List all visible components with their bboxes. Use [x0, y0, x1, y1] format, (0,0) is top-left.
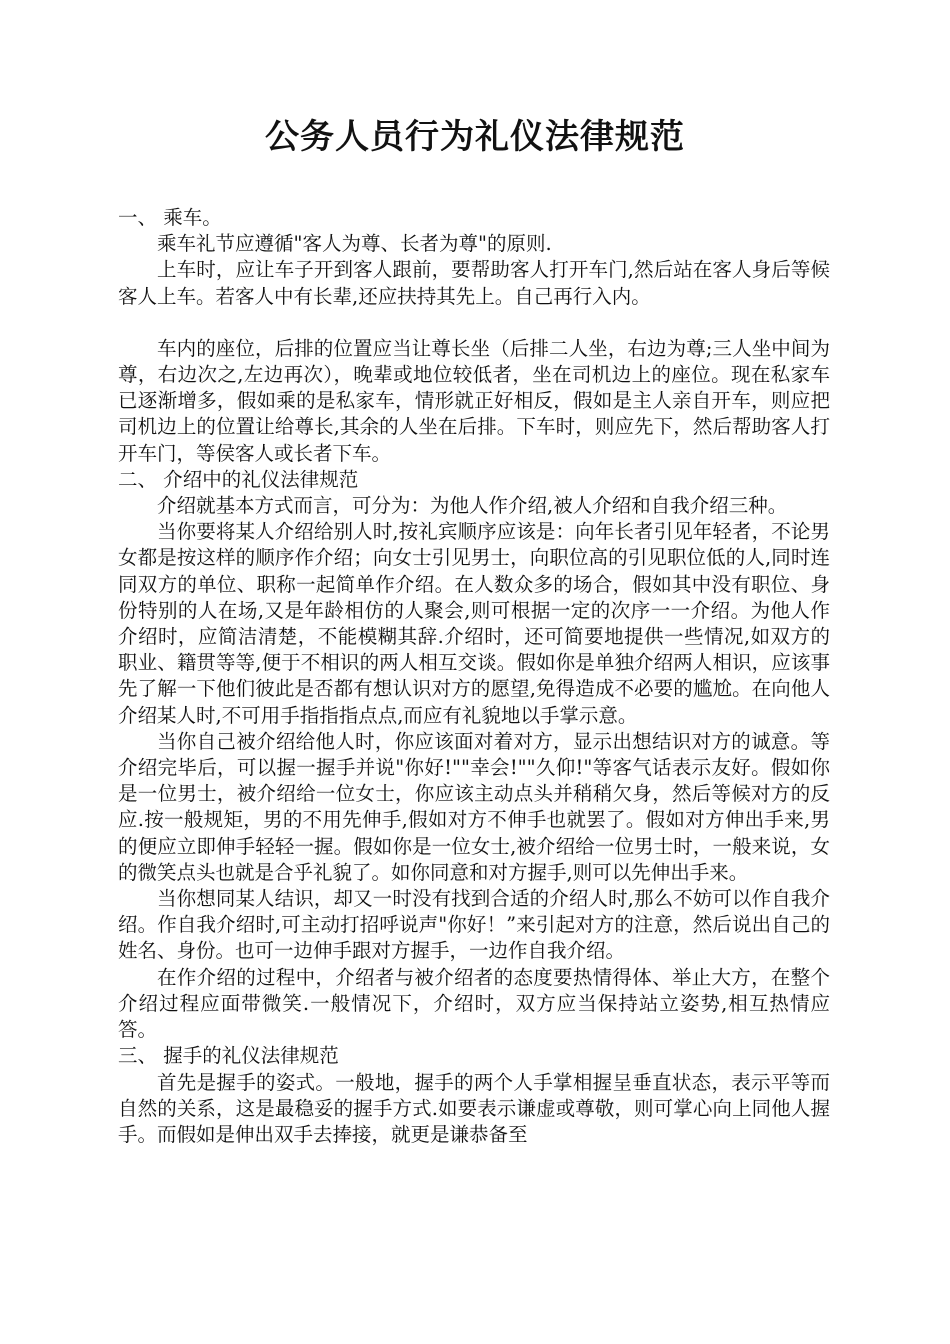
paragraph: 介绍就基本方式而言，可分为：为他人作介绍,被人介绍和自我介绍三种。 [157, 494, 788, 518]
paragraph-gap [118, 310, 830, 336]
paragraph: 在作介绍的过程中，介绍者与被介绍者的态度要热情得体、举止大方，在整个介绍过程应面带微笑.一般情况下，介绍时，双方应当保持站立姿势,相互热情应答。 [118, 965, 830, 1042]
paragraph: 上车时，应让车子开到客人跟前，要帮助客人打开车门,然后站在客人身后等候客人上车。若客人中有长辈,还应扶持其先上。自己再行入内。 [118, 258, 830, 308]
paragraph: 车内的座位，后排的位置应当让尊长坐（后排二人坐，右边为尊;三人坐中间为尊，右边次之,左边再次），晚辈或地位较低者，坐在司机边上的座位。现在私家车已逐渐增多，假如乘的是私家车，情形就正好相反，假如是主人亲自开车，则应把司机边上的位置让给尊长,其余的人坐在后排。下车时，则应先下，然后帮助客人打开车门，等侯客人或长者下车。 [118, 336, 830, 465]
paragraph: 当你想同某人结识，却又一时没有找到合适的介绍人时,那么不妨可以作自我介绍。作自我介绍时,可主动打招呼说声"你好！”来引起对方的注意，然后说出自己的姓名、身份。也可一边伸手跟对方握手，一边作自我介绍。 [118, 887, 830, 963]
section-heading: 一、 乘车。 [118, 206, 222, 229]
section-heading: 二、 介绍中的礼仪法律规范 [118, 467, 359, 491]
document-body [118, 205, 830, 1148]
paragraph: 当你要将某人介绍给别人时,按礼宾顺序应该是：向年长者引见年轻者，不论男女都是按这样的顺序作介绍；向女士引见男士，向职位高的引见职位低的人,同时连同双方的单位、职称一起简单作介绍。在人数众多的场合，假如其中没有职位、身份特别的人在场,又是年龄相仿的人聚会,则可根据一定的次序一一介绍。为他人作介绍时，应简洁清楚，不能模糊其辞.介绍时，还可简要地提供一些情况,如双方的职业、籍贯等等,便于不相识的两人相互交谈。假如你是单独介绍两人相识，应该事先了解一下他们彼此是否都有想认识对方的愿望,免得造成不必要的尴尬。在向他人介绍某人时,不可用手指指指点点,而应有礼貌地以手掌示意。 [118, 520, 830, 727]
document-title: 公务人员行为礼仪法律规范 [265, 117, 685, 157]
paragraph: 首先是握手的姿式。一般地，握手的两个人手掌相握呈垂直状态，表示平等而自然的关系，这是最稳妥的握手方式.如要表示谦虚或尊敬，则可掌心向上同他人握手。而假如是伸出双手去捧接，就更是谦恭备至 [118, 1070, 830, 1146]
paragraph: 乘车礼节应遵循"客人为尊、长者为尊"的原则. [157, 232, 552, 256]
paragraph: 当你自己被介绍给他人时，你应该面对着对方，显示出想结识对方的诚意。等介绍完毕后，可以握一握手并说"你好!""幸会!""久仰!"等客气话表示友好。假如你是一位男士，被介绍给一位女士，你应该主动点头并稍稍欠身，然后等候对方的反应.按一般规矩，男的不用先伸手,假如对方不伸手也就罢了。假如对方伸出手来,男的便应立即伸手轻轻一握。假如你是一位女士,被介绍给一位男士时，一般来说，女的微笑点头也就是合乎礼貌了。如你同意和对方握手,则可以先伸出手来。 [118, 729, 830, 884]
section-heading: 三、 握手的礼仪法律规范 [118, 1044, 339, 1068]
